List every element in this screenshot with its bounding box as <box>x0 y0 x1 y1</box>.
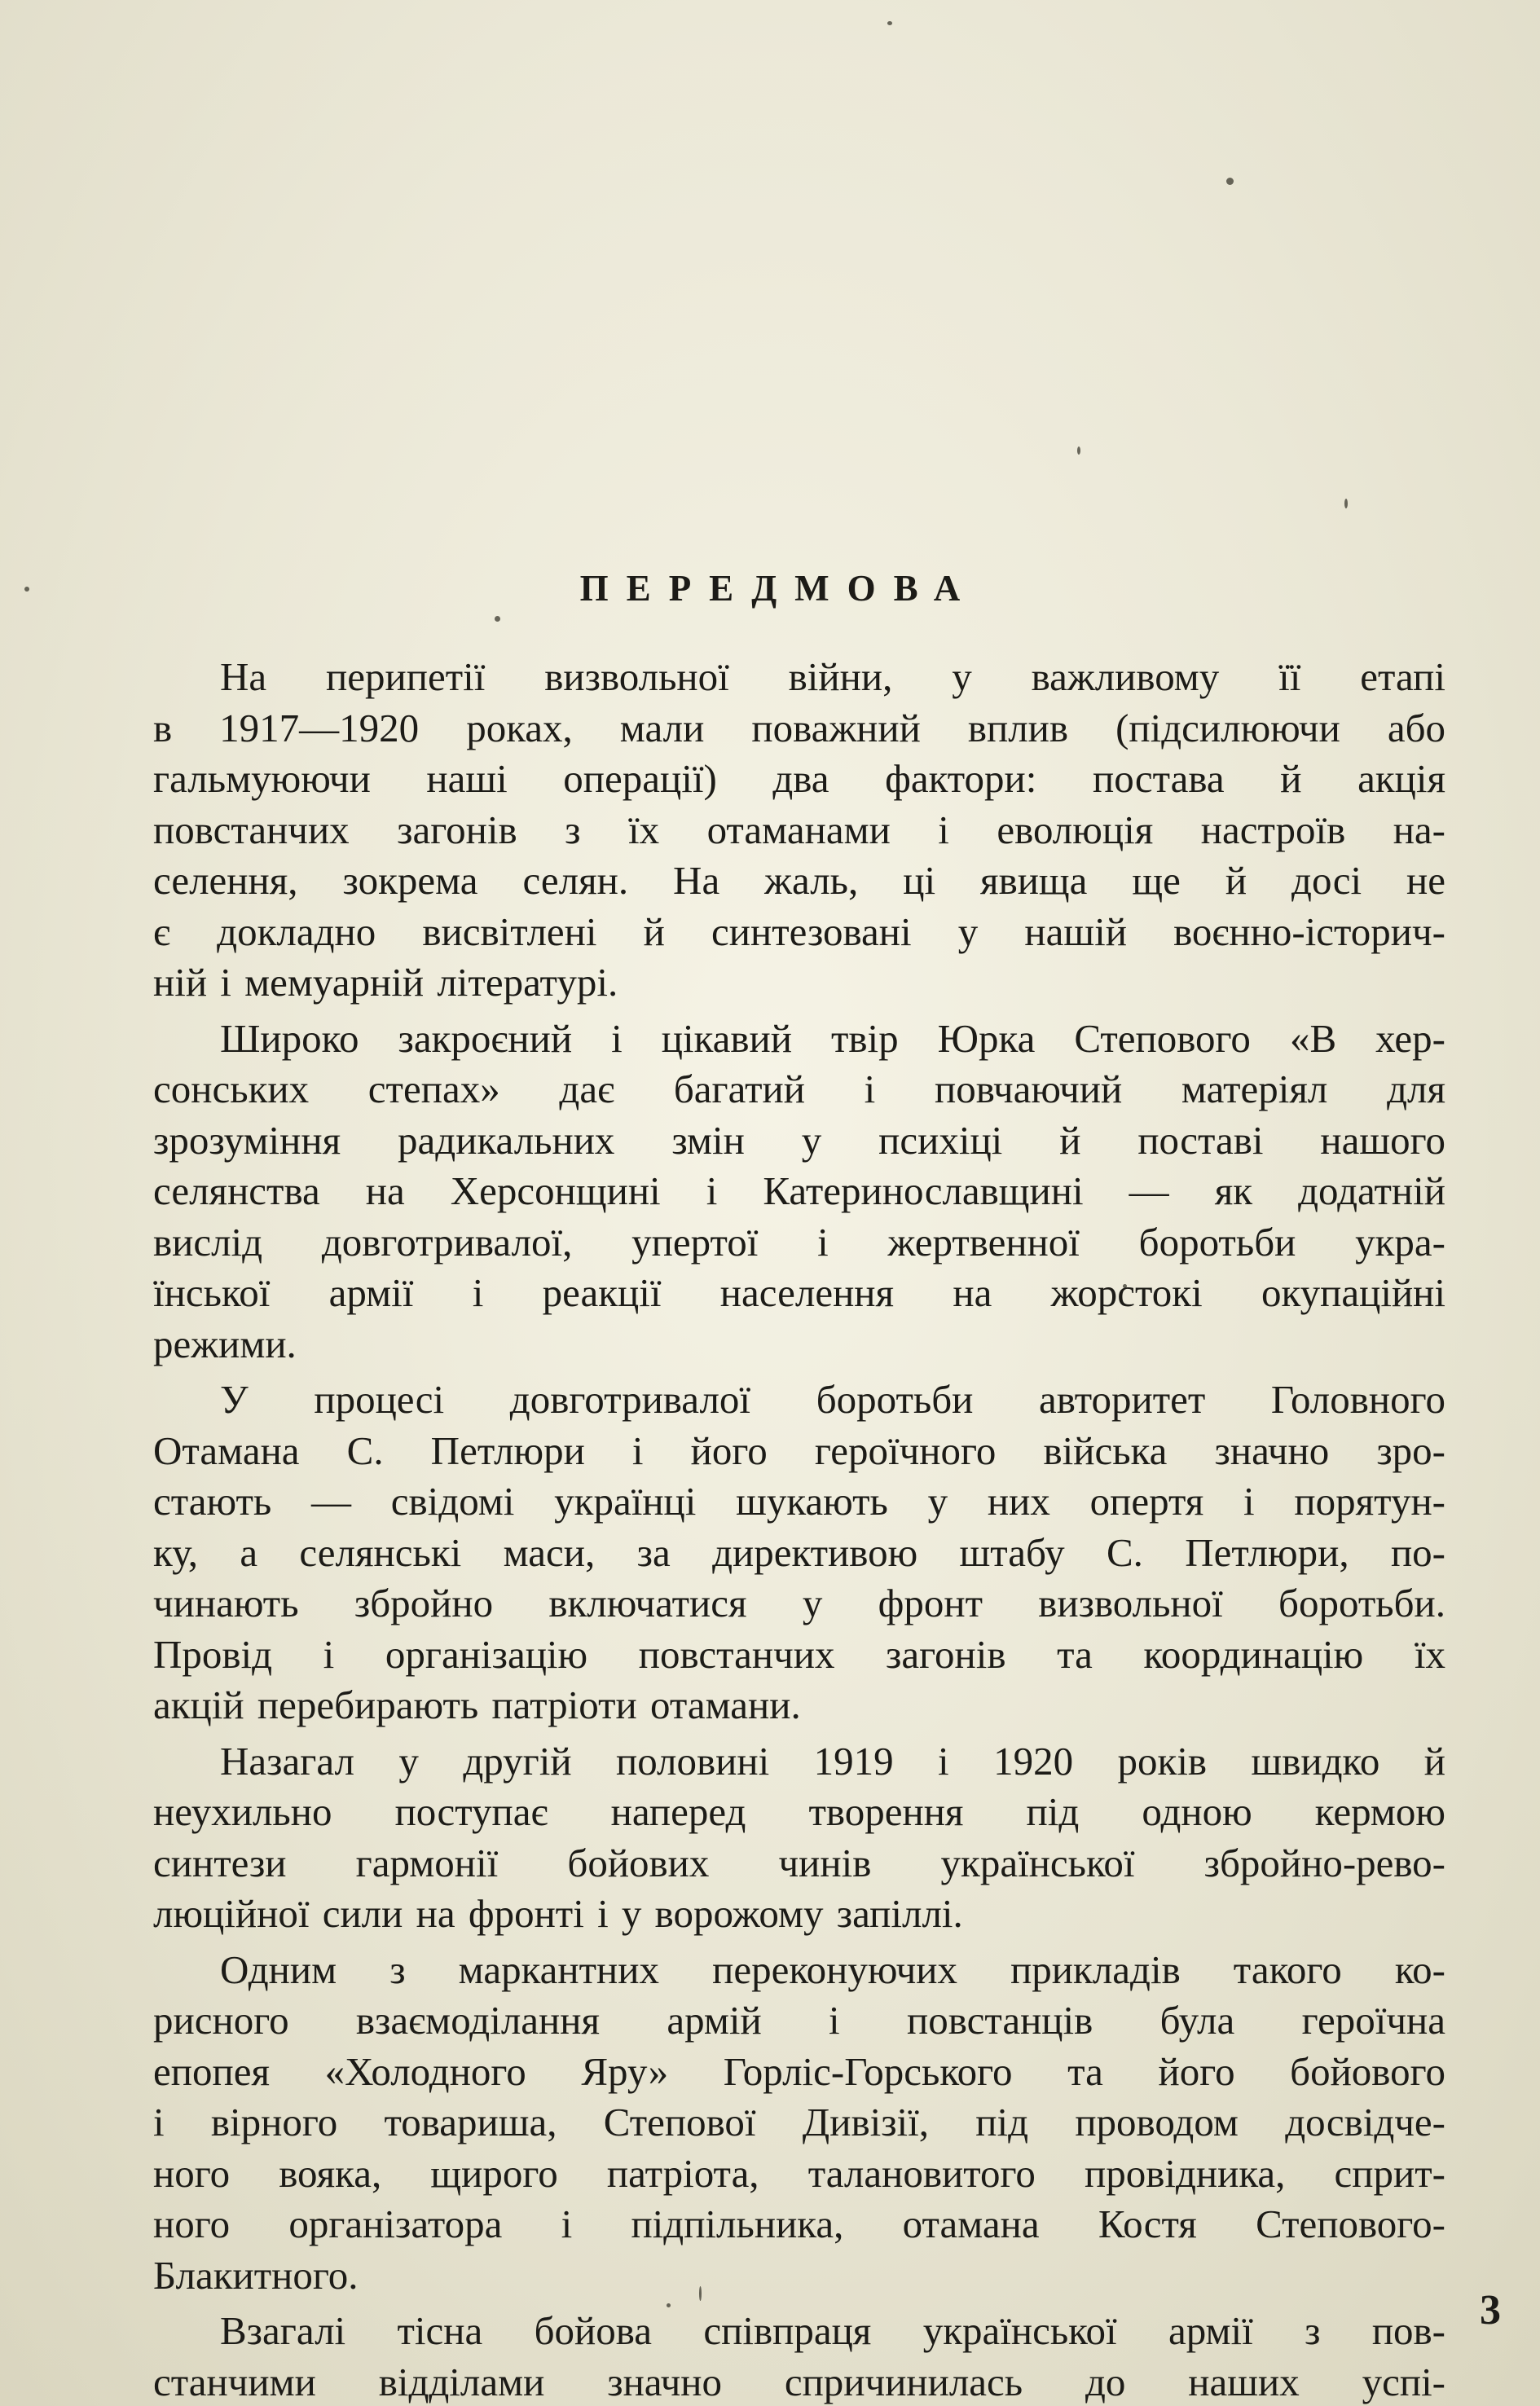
text-line: чинають збройно включатися у фронт визвольної боротьби. <box>153 1581 1445 1625</box>
text-line: ного організатора і підпільника, отамана Костя Степового- <box>153 2201 1445 2246</box>
page-heading: ПЕРЕДМОВА <box>579 568 979 609</box>
text-line: їнської армії і реакції населення на жорстокі окупаційні <box>153 1270 1445 1315</box>
text-line: Взагалі тісна бойова співпраця української армії з пов- <box>220 2308 1445 2353</box>
text-line: стають — свідомі українці шукають у них опертя і порятун- <box>153 1479 1445 1524</box>
text-line: епопея «Холодного Яру» Горліс-Горського та його бойового <box>153 2048 1445 2094</box>
text-line: є докладно висвітлені й синтезовані у нашій воєнно-історич- <box>153 908 1445 954</box>
text-line: Отамана С. Петлюри і його героїчного війська значно зро- <box>153 1427 1445 1473</box>
paragraph-2 <box>153 1014 1445 1370</box>
text-line: станчими відділами значно спричинилась до наших успі- <box>153 2359 1445 2404</box>
text-line: вислід довготривалої, упертої і жертвенної боротьби укра- <box>153 1219 1445 1265</box>
text-line: У процесі довготривалої боротьби авторитет Головного <box>220 1377 1445 1422</box>
text-line: в 1917—1920 роках, мали поважний вплив (підсилюючи або <box>153 705 1445 750</box>
text-line: На перипетії визвольної війни, у важливому її етапі <box>220 654 1445 699</box>
paragraph-3 <box>153 1375 1445 1731</box>
paragraph-6 <box>153 2306 1445 2406</box>
text-line: селення, зокрема селян. На жаль, ці явища ще й досі не <box>153 858 1445 903</box>
page-number: 3 <box>1480 2287 1501 2333</box>
text-line: ного вояка, щирого патріота, талановитого провідника, сприт- <box>153 2150 1445 2196</box>
text-line: режими. <box>153 1321 297 1366</box>
paper-speck <box>1077 446 1080 455</box>
text-line: Широко закроєний і цікавий твір Юрка Степового «В хер- <box>220 1015 1445 1061</box>
text-line: гальмуюючи наші операції) два фактори: постава й акція <box>153 756 1445 801</box>
paragraph-4 <box>153 1736 1445 1940</box>
paper-speck <box>887 21 892 25</box>
text-line: Провід і організацію повстанчих загонів та координацію їх <box>153 1631 1445 1677</box>
text-line: зрозуміння радикальних змін у психіці й поставі нашого <box>153 1117 1445 1163</box>
paragraph-5 <box>153 1945 1445 2302</box>
text-line: і вірного товариша, Степової Дивізії, під проводом досвідче- <box>153 2100 1445 2144</box>
body-text <box>153 652 1445 2406</box>
text-line: Назагал у другій половині 1919 і 1920 років швидко й <box>220 1738 1445 1784</box>
text-line: акцій перебирають патріоти отамани. <box>153 1682 801 1727</box>
paper-speck <box>1344 499 1348 508</box>
text-line: люційної сили на фронті і у ворожому запіллі. <box>153 1891 963 1936</box>
text-line: неухильно поступає наперед творення під одною кермою <box>153 1789 1445 1834</box>
text-line: ній і мемуарній літературі. <box>153 960 618 1005</box>
text-line: ку, а селянські маси, за директивою штабу С. Петлюри, по- <box>153 1529 1445 1575</box>
text-line: Одним з маркантних переконуючих прикладів такого ко- <box>220 1946 1445 1992</box>
text-line: сонських степах» дає багатий і повчаючий матеріял для <box>153 1067 1445 1111</box>
paper-speck <box>1226 178 1234 185</box>
paper-speck <box>495 616 500 622</box>
text-line: селянства на Херсонщині і Катеринославщині — як додатній <box>153 1168 1445 1213</box>
text-line: повстанчих загонів з їх отаманами і еволюція настроїв на- <box>153 807 1445 852</box>
text-line: синтези гармонії бойових чинів української збройно-рево- <box>153 1840 1445 1885</box>
text-line: Блакитного. <box>153 2252 359 2298</box>
text-line: рисного взаємоділання армій і повстанців була героїчна <box>153 1998 1445 2043</box>
paragraph-1 <box>153 652 1445 1009</box>
